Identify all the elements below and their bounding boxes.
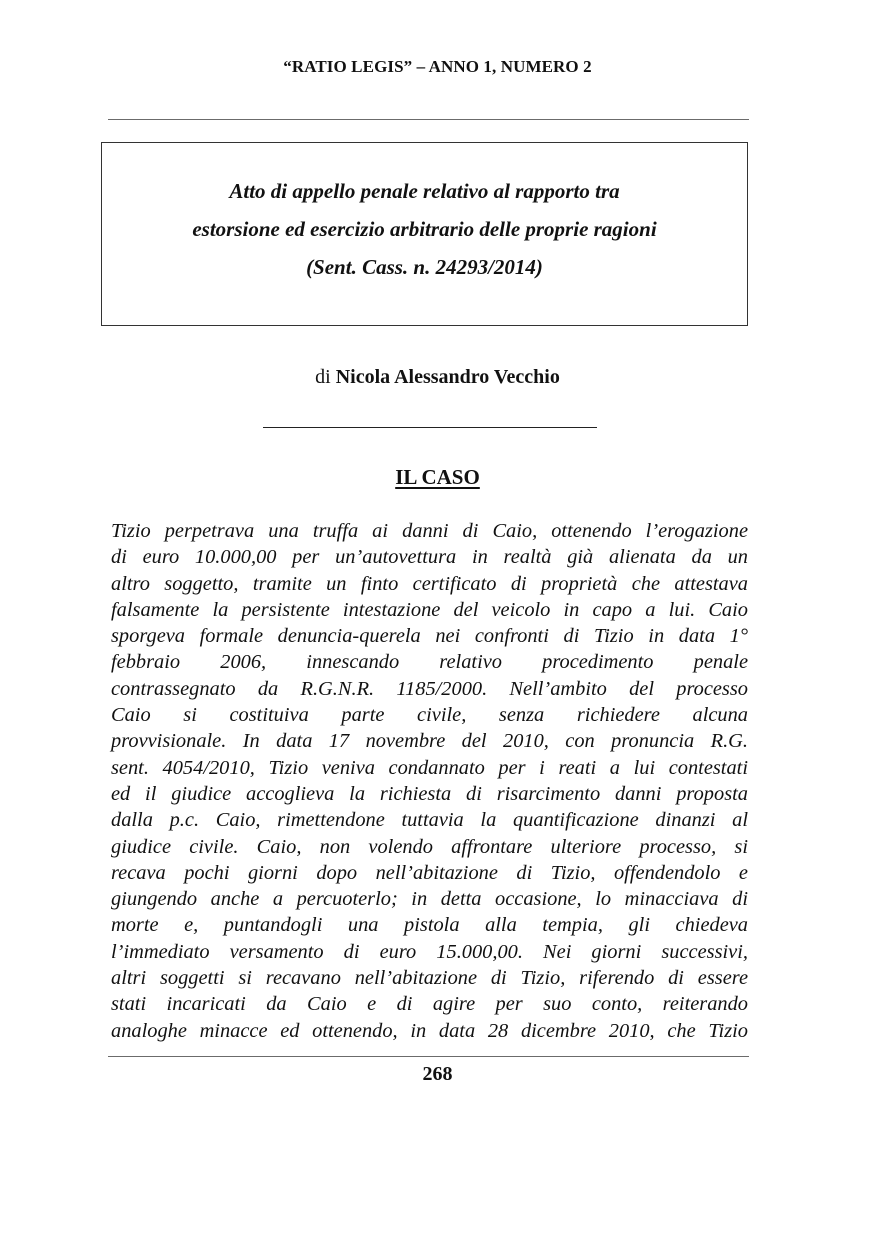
body-line: dalla p.c. Caio, rimettendone tuttavia la quantificazione dinanzi al: [111, 809, 748, 832]
body-line: contrassegnato da R.G.N.R. 1185/2000. Nell’ambito del processo: [111, 677, 748, 700]
running-header: “RATIO LEGIS” – ANNO 1, NUMERO 2: [283, 57, 592, 76]
body-line: Tizio perpetrava una truffa ai danni di Caio, ottenendo l’erogazione: [111, 520, 748, 542]
body-line: falsamente la persistente intestazione del veicolo in capo a lui. Caio: [111, 598, 748, 621]
section-heading: IL CASO: [395, 465, 480, 489]
body-line: recava pochi giorni dopo nell’abitazione di Tizio, offendendolo e: [111, 861, 748, 884]
body-line: ed il giudice accoglieva la richiesta di risarcimento danni proposta: [111, 782, 748, 805]
body-line: giudice civile. Caio, non volendo affrontare ulteriore processo, si: [111, 835, 748, 858]
byline-prefix: di: [315, 366, 331, 388]
author-name: Nicola Alessandro Vecchio: [335, 366, 560, 388]
body-line: giungendo anche a percuoterlo; in detta occasione, lo minacciava di: [111, 888, 748, 911]
body-line: provvisionale. In data 17 novembre del 2010, con pronuncia R.G.: [111, 730, 748, 753]
body-line: altro soggetto, tramite un finto certificato di proprietà che attestava: [111, 572, 748, 595]
body-line: Caio si costituiva parte civile, senza richiedere alcuna: [111, 704, 748, 727]
body-line: di euro 10.000,00 per un’autovettura in realtà già alienata da un: [111, 546, 748, 569]
header-divider: [108, 119, 749, 120]
body-line: analoghe minacce ed ottenendo, in data 28 dicembre 2010, che Tizio: [111, 1019, 748, 1042]
article-title-line-1: Atto di appello penale relativo al rapporto tra: [229, 179, 620, 203]
body-line: morte e, puntandogli una pistola alla tempia, gli chiedeva: [111, 914, 748, 937]
article-title-box: [101, 142, 748, 326]
body-line: stati incaricati da Caio e di agire per suo conto, reiterando: [111, 993, 748, 1016]
body-line: sent. 4054/2010, Tizio veniva condannato per i reati a lui contestati: [111, 756, 748, 779]
body-paragraph: [111, 518, 748, 1044]
article-title-line-2: estorsione ed esercizio arbitrario delle proprie ragioni: [192, 217, 657, 241]
article-title-line-3: (Sent. Cass. n. 24293/2014): [306, 255, 543, 279]
body-line: febbraio 2006, innescando relativo procedimento penale: [111, 651, 748, 674]
body-line: sporgeva formale denuncia-querela nei confronti di Tizio in data 1°: [111, 625, 748, 648]
byline-divider: [263, 427, 597, 428]
body-line: l’immediato versamento di euro 15.000,00. Nei giorni successivi,: [111, 940, 748, 963]
body-line: altri soggetti si recavano nell’abitazione di Tizio, riferendo di essere: [111, 967, 748, 990]
footer-divider: [108, 1056, 749, 1057]
page-number: 268: [422, 1063, 453, 1085]
byline: [0, 366, 875, 389]
